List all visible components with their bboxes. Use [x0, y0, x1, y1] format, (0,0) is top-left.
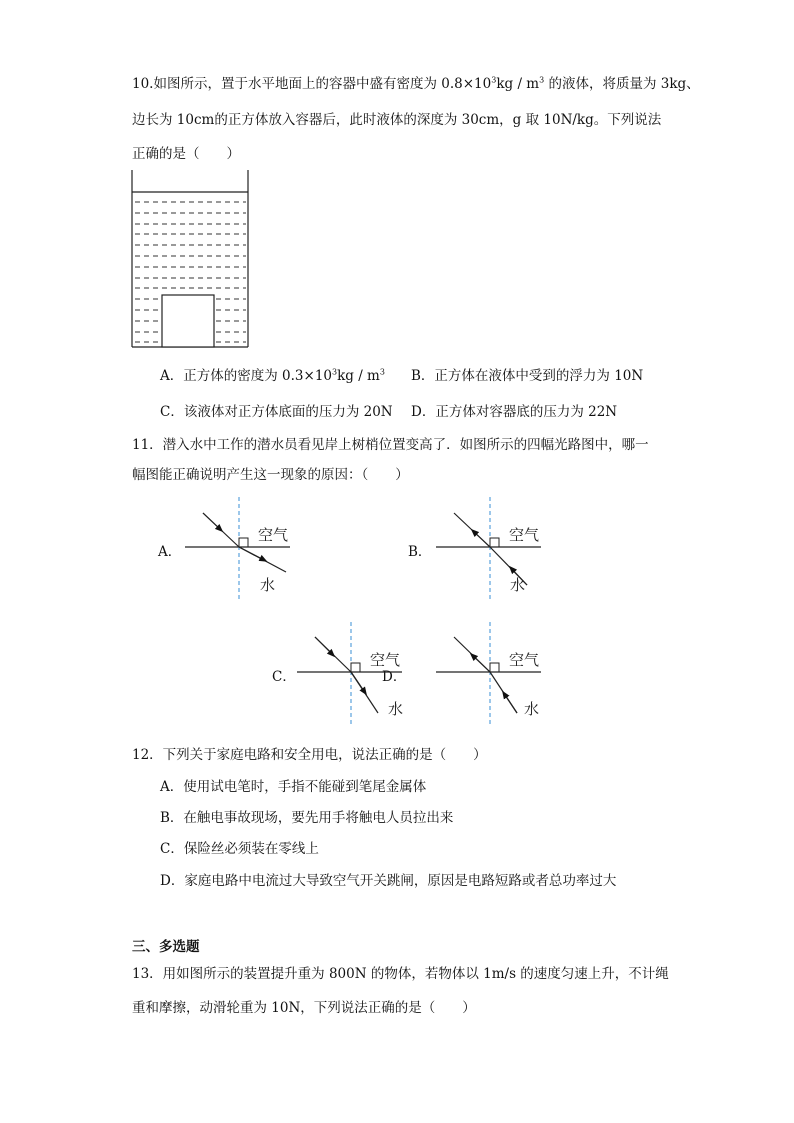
q10-stem-line3: 正确的是（ ）	[132, 146, 240, 162]
q12-option-a: A．使用试电笔时，手指不能碰到笔尾金属体	[160, 779, 427, 795]
q11-label-b: B．	[408, 544, 432, 560]
section-title: 三、多选题	[132, 939, 200, 955]
q12-option-b: B．在触电事故现场，要先用手将触电人员拉出来	[160, 810, 454, 826]
q11-stem-line2: 幅图能正确说明产生这一现象的原因：（ ）	[132, 467, 409, 483]
q12-stem: 12．下列关于家庭电路和安全用电，说法正确的是（ ）	[132, 747, 487, 763]
water-label-b: 水	[510, 576, 526, 594]
q10-stem-line1: 10.如图所示，置于水平地面上的容器中盛有密度为 $0.8\times 10^3kg / m^3$ 的液体，将质量为 3kg、	[132, 75, 700, 92]
q11-stem-line1: 11．潜入水中工作的潜水员看见岸上树梢位置变高了．如图所示的四幅光路图中，哪一	[132, 437, 649, 453]
diagram-c	[297, 622, 403, 725]
diagram-d	[436, 622, 541, 725]
q10-option-a: A．正方体的密度为 $0.3\times 10^3kg / m^3$	[160, 367, 385, 384]
q10-option-d: D．正方体对容器底的压力为 22N	[411, 404, 618, 420]
q11-label-a: A．	[158, 544, 182, 560]
water-label-c: 水	[388, 700, 404, 718]
q11-label-c: C．	[272, 669, 296, 685]
diagram-a	[185, 497, 290, 600]
q12-option-c: C．保险丝必须装在零线上	[160, 841, 319, 857]
diagram-b	[436, 497, 541, 600]
q13-stem-line1: 13．用如图所示的装置提升重为 800N 的物体，若物体以 1m/s 的速度匀速上升，不计绳	[132, 966, 669, 982]
q10-stem-line2: 边长为 10cm的正方体放入容器后，此时液体的深度为 30cm，g 取 10N/kg。下列说法	[132, 112, 662, 128]
q10-option-b: B．正方体在液体中受到的浮力为 10N	[411, 368, 644, 384]
q11-label-d: D．	[382, 669, 407, 685]
air-label-d: 空气	[509, 651, 540, 669]
q13-stem-line2: 重和摩擦，动滑轮重为 10N，下列说法正确的是（ ）	[132, 1000, 476, 1016]
water-label-a: 水	[260, 576, 276, 594]
q12-option-d: D．家庭电路中电流过大导致空气开关跳闸，原因是电路短路或者总功率过大	[160, 873, 617, 889]
air-label-c: 空气	[370, 651, 401, 669]
air-label-b: 空气	[509, 526, 540, 544]
water-label-d: 水	[524, 700, 540, 718]
q10-option-c: C．该液体对正方体底面的压力为 20N	[160, 404, 393, 420]
air-label-a: 空气	[258, 526, 289, 544]
